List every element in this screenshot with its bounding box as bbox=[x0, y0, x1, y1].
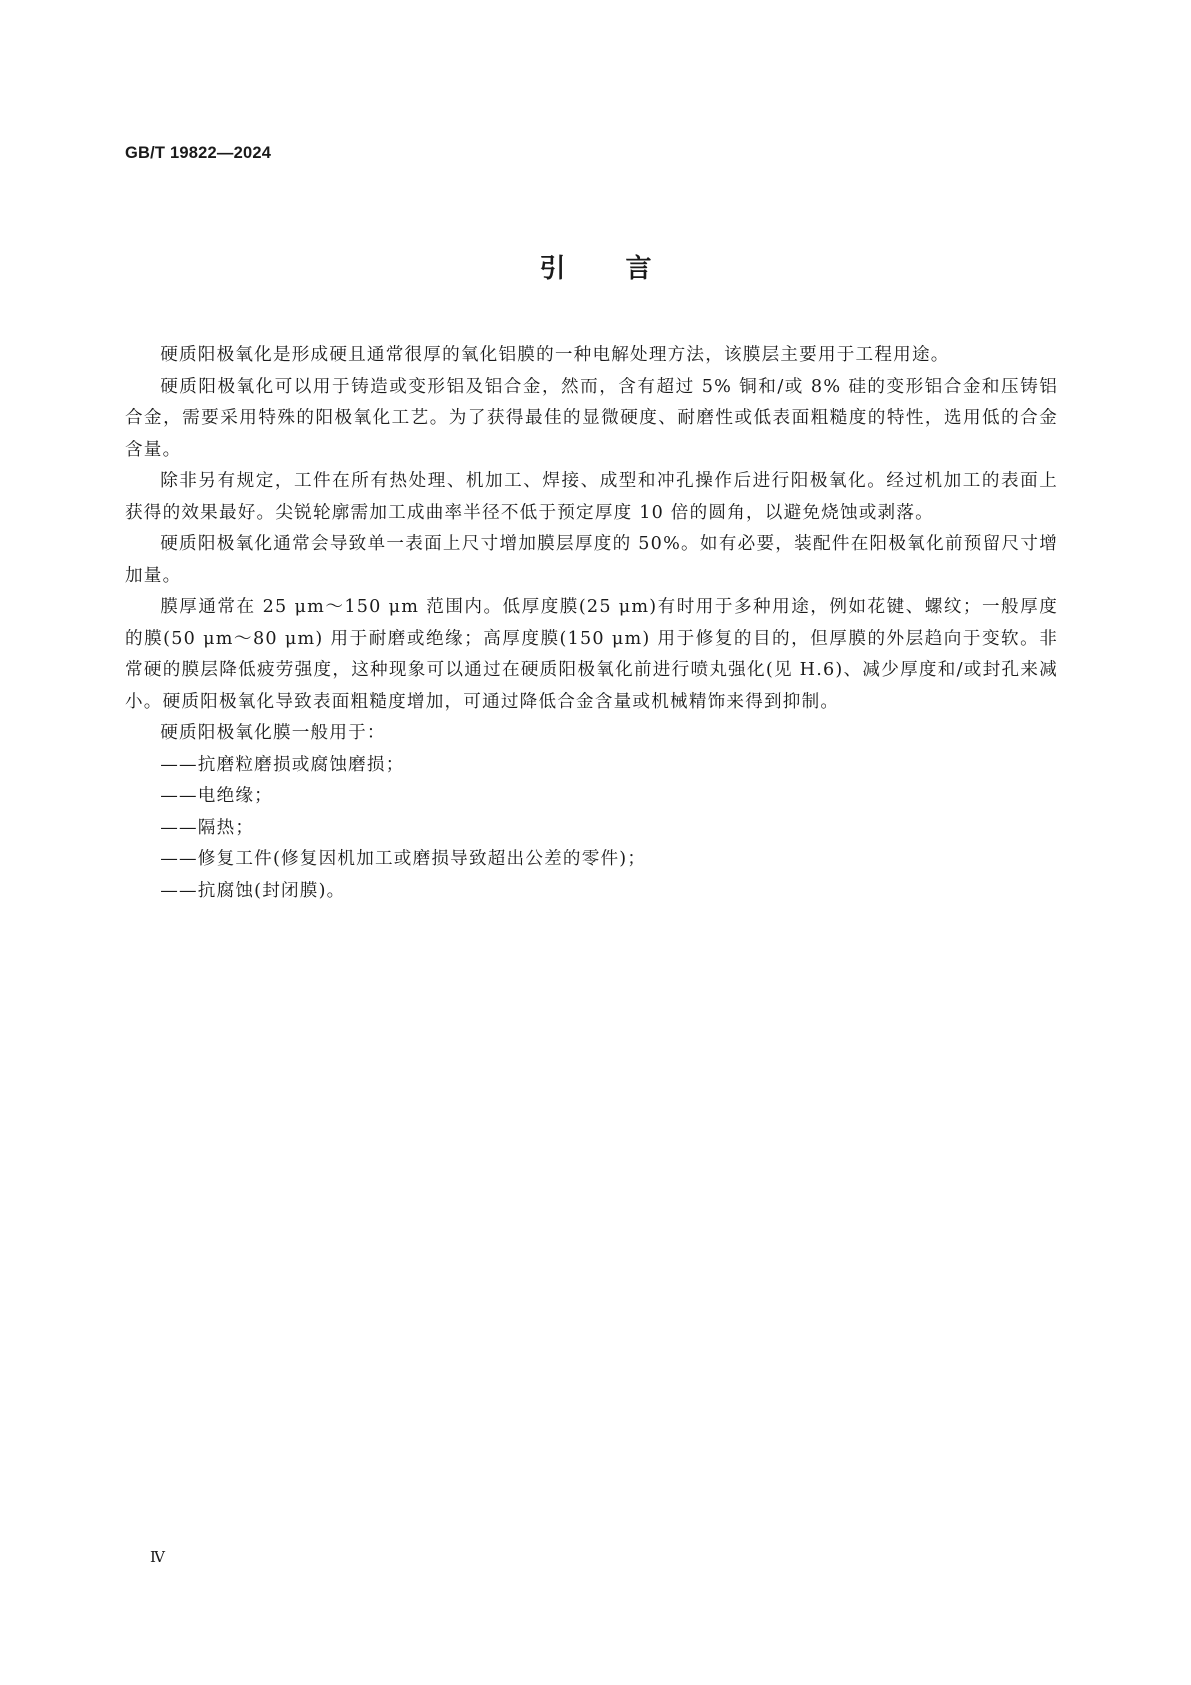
list-item: ——电绝缘； bbox=[160, 786, 273, 806]
paragraph-1: 硬质阳极氧化是形成硬且通常很厚的氧化铝膜的一种电解处理方法，该膜层主要用于工程用途。 bbox=[160, 345, 950, 365]
page-title: 引言 bbox=[539, 254, 712, 284]
standard-code: GB/T 19822—2024 bbox=[125, 144, 272, 162]
list-item: ——修复工件(修复因机加工或磨损导致超出公差的零件)； bbox=[160, 849, 647, 869]
paragraph-5: 膜厚通常在 25 μm～150 μm 范围内。低厚度膜(25 μm)有时用于多种用途，例如花键、螺纹；一般厚度的膜(50 μm～80 μm) 用于耐磨或绝缘；高厚度膜(150 μm) 用于修复的目的，但厚膜的外层趋向于变软。非常硬的膜层降低疲劳强度，这种现象可以通过在硬质阳极氧化前进行喷丸强化(见 H.6)、减少厚度和/或封孔来减小。硬质阳极氧化导致表面粗糙度增加，可通过降低合金含量或机械精饰来得到抑制。 bbox=[125, 597, 1058, 712]
page-number: Ⅳ bbox=[150, 1548, 165, 1566]
list-item: ——抗磨粒磨损或腐蚀磨损； bbox=[160, 754, 405, 775]
list-item: ——隔热； bbox=[160, 817, 255, 838]
paragraph-4: 硬质阳极氧化通常会导致单一表面上尺寸增加膜层厚度的 50%。如有必要，装配件在阳极氧化前预留尺寸增加量。 bbox=[125, 534, 1058, 586]
paragraph-3: 除非另有规定，工件在所有热处理、机加工、焊接、成型和冲孔操作后进行阳极氧化。经过机加工的表面上获得的效果最好。尖锐轮廓需加工成曲率半径不低于预定厚度 10 倍的圆角，以避免烧蚀或剥落。 bbox=[125, 471, 1058, 523]
list-item: ——抗腐蚀(封闭膜)。 bbox=[160, 880, 346, 901]
paragraph-2: 硬质阳极氧化可以用于铸造或变形铝及铝合金，然而，含有超过 5% 铜和/或 8% 硅的变形铝合金和压铸铝合金，需要采用特殊的阳极氧化工艺。为了获得最佳的显微硬度、耐磨性或低表面粗糙度的特性，选用低的合金含量。 bbox=[125, 376, 1058, 460]
paragraph-6: 硬质阳极氧化膜一般用于： bbox=[160, 723, 386, 743]
document-body bbox=[125, 340, 1058, 907]
